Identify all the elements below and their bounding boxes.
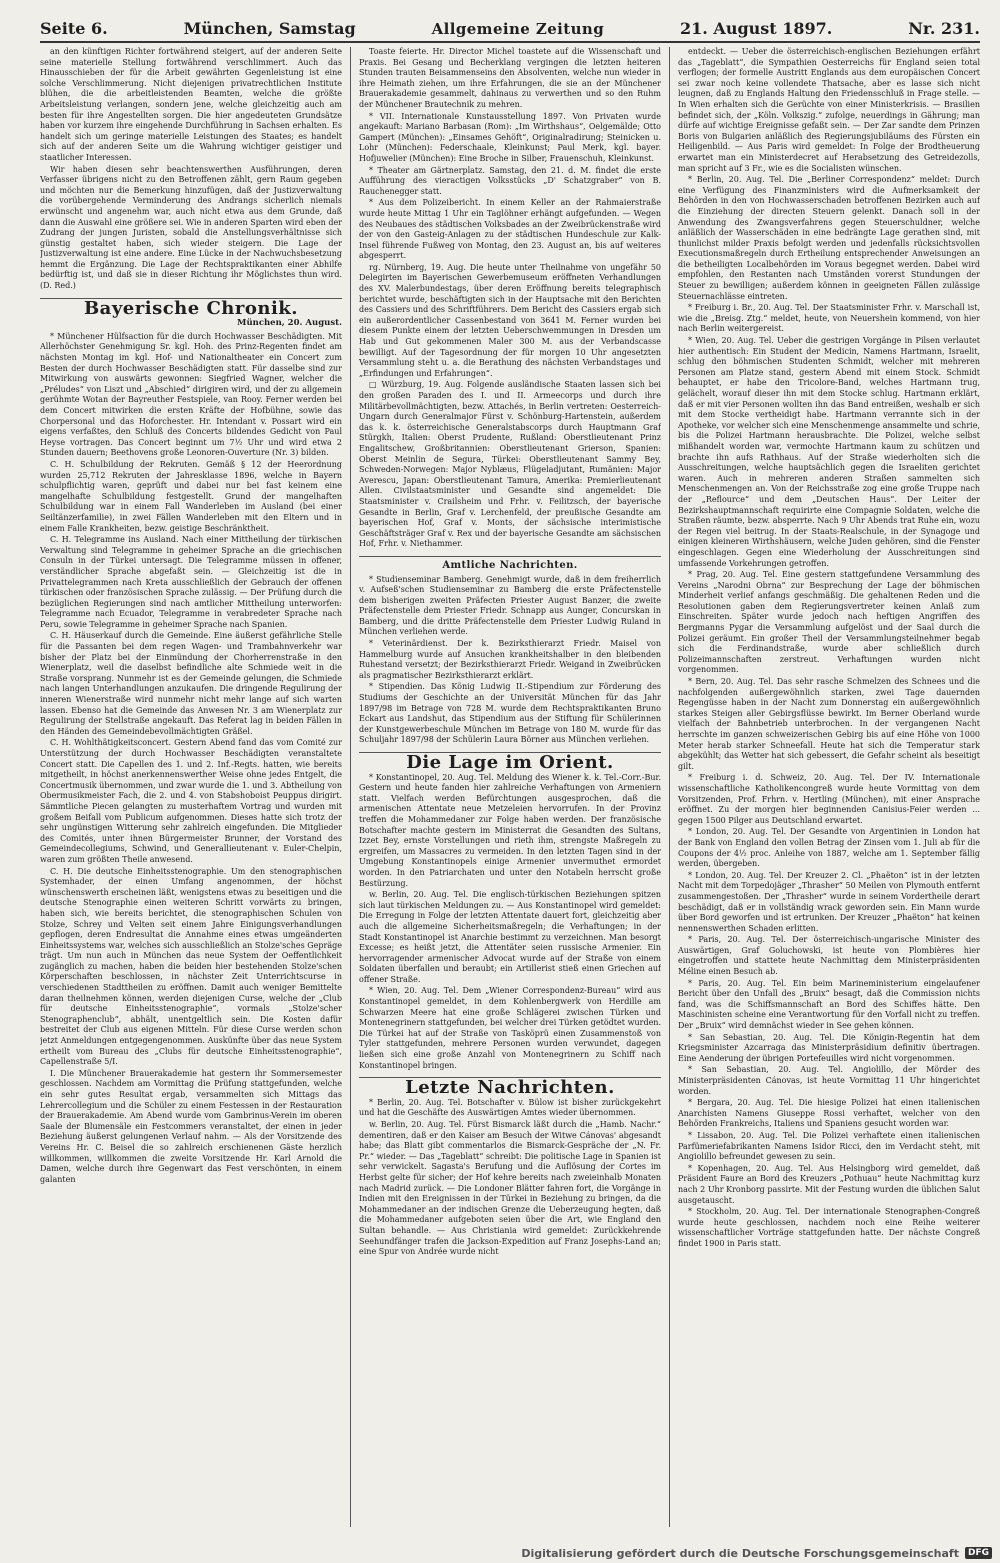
article-paragraph: * Wien, 20. Aug. Tel. Ueber die gestrigen Vorgänge in Pilsen verlautet hier authentisch: Ein Student der Medicin, Namens Hartmann, Israelit, schlug den böhmischen Studenten Schmidt, welcher mit mehreren Personen am Platze stand, gestern Abend mit einem Stock. Schmidt behauptet, er habe den Tricolore-Band, welches Hartmann trug, gelächelt, worauf dieser ihn mit dem Stocke schlug. Hartmann erklärt, daß er mit vier Personen wollten ihn das Band entreißen, weshalb er sich mit dem Stocke vertheidigt habe. Hartmann verrannte sich in der Apotheke, vor welcher sich eine Menschenmenge ansammelte und schrie, bis die Polizei Hartmann herausbrachte. Die Polizei, welche selbst mißhandelt worden war, vermochte Hartmann kaum zu schützen und brachte ihn aufs Rathhaus. Auf der Straße wiederholten sich die Ausschreitungen, welche hauptsächlich gegen die Israeliten gerichtet waren. Auch in mehreren anderen Straßen sammelten sich Menschenmengen an. Von der Reichsstraße zog eine große Truppe nach der „Reflource“ und dem „Deutschen Haus“. Der Leiter der Bezirkshauptmannschaft requirirte eine Compagnie Soldaten, welche die Straßen räumte, bezw. absperrte. Nach 9 Uhr Abends trat Ruhe ein, wozu der Regen viel beitrug. In der Staats-Realschule, in der Synagoge und einigen kleineren Wirthshäusern, welche Juden gehören, sind die Fenster eingeschlagen. Gegen eine Wiederholung der Ausschreitungen sind umfassende Vorkehrungen getroffen. (678, 336, 980, 568)
article-paragraph: C. H. Schulbildung der Rekruten. Gemäß § 12 der Heerordnung wurden 25,712 Rekruten der Jahresklasse 1896, welche in Bayern schulpflichtig waren, geprüft und dabei nur bei fast keinem eine mangelhafte Schulbildung festgestellt. Grund der mangelhaften Schulbildung war in einem Fall Wanderleben im Ausland (bei einer Seiltänzerfamilie), in zwei Fällen Wanderleben mit den Eltern und in einem Falle Krankheiten, bezw. geistige Beschränktheit. (40, 459, 342, 533)
page-footer (0, 1543, 1000, 1563)
article-paragraph: * Paris, 20. Aug. Tel. Der österreichisch-ungarische Minister des Auswärtigen, Graf Goluchowski, ist heute von Plombières hier eingetroffen und stattete heute Nachmittag dem Ministerpräsidenten Méline einen Besuch ab. (678, 935, 980, 977)
article-paragraph: * Freiburg i. Br., 20. Aug. Tel. Der Staatsminister Frhr. v. Marschall ist, wie die „Breisg. Ztg.“ meldet, heute, von Neuershein kommend, von hier nach Berlin weitergereist. (678, 303, 980, 334)
article-paragraph: * Prag, 20. Aug. Tel. Eine gestern stattgefundene Versammlung des Vereins „Narodni Obrna“ zur Besprechung der Lage der böhmischen Minderheit verlief anfangs geschmäßig. Die gehaltenen Reden und die Resolutionen gaben dem Regierungsvertreter keinen Anlaß zum Einschreiten. Später wurde jedoch nach heftigen Angriffen des Bergmanns Pygar die Versammlung aufgelöst und der Saal durch die Polizei geräumt. Ein großer Theil der Versammlungsteilnehmer begab sich die Ferdinandstraße, wurde aber schließlich durch Polizeimannschaften zerstreut. Verhaftungen wurden nicht vorgenommen. (678, 570, 980, 675)
article-paragraph: * London, 20. Aug. Tel. Der Kreuzer 2. Cl. „Phaëton“ ist in der letzten Nacht mit dem Torpedojäger „Thrasher“ 50 Meilen von Plymouth entfernt zusammengestoßen. Der „Thrasher“ wurde in seinem Vordertheile derart beschädigt, daß er in vollständig wrack geworden sein. Ein Mann wurde über Bord geworfen und ist ertrunken. Der Kreuzer „Phaëton“ hat keinen nennenswerthen Schaden erlitten. (678, 870, 980, 933)
article-paragraph: Wir haben diesen sehr beachtenswerthen Ausführungen, deren Verfasser übrigens nicht zu den Betroffenen zählt, gern Raum gegeben und möchten nur die Bemerkung hinzufügen, daß der Justizverwaltung die vorübergehende Verminderung des Andrangs sicherlich niemals erwünscht und angenehm war, auch nicht etwa aus dem Grunde, daß dann die Auswahl eine größere sei. Wie in anderen Sparten wird eben der Zudrang der jungen Juristen, sobald die Anstellungsverhältnisse sich günstig gestaltet haben, sich wieder steigern. Die Lage der Justizverwaltung ist eine andere. Eine Lücke in der Nachwuchsbesetzung hemmt die Ergänzung. Die Lage der Rechtspraktikanten einer Abhilfe bedürftig ist, und daß sie in dieser Richtung ihr Möglichstes thun wird. (D. Red.) (40, 164, 342, 291)
article-paragraph: * Aus dem Polizeibericht. In einem Keller an der Rahmaierstraße wurde heute Mittag 1 Uhr ein Taglöhner erhängt aufgefunden. — Wegen des Neubaues des städtischen Volksbades an der Zweibrückenstraße wird der von den Gasteig-Anlagen zu der städtischen Hundeschule zur Kalk-Insel führende Fußweg von Montag, den 23. August an, bis auf weiteres abgesperrt. (359, 198, 661, 261)
issue-date: 21. August 1897. (680, 19, 833, 38)
column-1 (40, 47, 342, 1527)
article-paragraph: rg. Nürnberg, 19. Aug. Die heute unter Theilnahme von ungefähr 50 Delegirten im Bayerischen Gewerbemuseum eröffneten Verhandlungen des XV. Malerbundestags, über deren Eröffnung bereits telegraphisch berichtet wurde, beschäftigten sich in der Hauptsache mit den Berichten des Cassiers und des Schriftführers. Dem Bericht des Cassiers ergab sich ein außerordentlicher Cassenbestand von 3641 M. Ferner wurden bei diesem Punkte einem der letzten Ueberschwemmungen in Dresden um Hab und Gut gekommenen Maler 300 M. aus der Verbandscasse bewilligt. Auf der Tagesordnung der für morgen 10 Uhr angesetzten Versammlung steht u. a. die Berathung des nächsten Verbandstages und „Erfindungen und Erfahrungen“. (359, 262, 661, 378)
section-heading: Letzte Nachrichten. (359, 1077, 661, 1094)
article-paragraph: * Theater am Gärtnerplatz. Samstag, den 21. d. M. findet die erste Aufführung des vieractigen Volksstücks „D' Schatzgraber“ von B. Rauchenegger statt. (359, 165, 661, 196)
article-paragraph: * Berlin, 20. Aug. Tel. Die „Berliner Correspondenz“ meldet: Durch eine Verfügung des Finanzministers wird die Aufmerksamkeit der Behörden in den von Hochwasserschaden betroffenen Bezirken auch auf die Einziehung der directen Steuern gelenkt. Danach soll in der Anwendung des Zwangsverfahrens gegen Steuerschuldner, welche anläßlich der Wasserschäden in eine bedrängte Lage gerathen sind, mit thunlichst milder Praxis befolgt werden und jedenfalls rücksichtsvollen Executionsmaßregeln durch Ertheilung entsprechender Anweisungen an die betheiligten Localbehörden im Voraus begegnet werden. Dabei wird empfohlen, den Restanten nach Umständen vorerst Stundungen der Steuer zu bewilligen; außerdem können in geeigneten Fällen zulässige Steuernachlässe eintreten. (678, 175, 980, 301)
article-paragraph: an den künftigen Richter fortwährend steigert, auf der anderen Seite seine materielle Stellung fortwährend verschlimmert. Auch das Hinausschieben der für die Arbeit gewährten Gegenleistung ist eine solche Verschlimmerung. Nicht diejenigen privatrechtlichen Institute blühen, die die arbeitleistenden Beamten, welche die größte Arbeitsleistung verlangen, sondern jene, welche gleichzeitig auch am besten für ihre Angestellten sorgen. Die hier angedeuteten Grundsätze haben vor kurzem ihre eingehende Durchführung in Sachsen erhalten. Es handelt sich um geringe materielle Leistungen des Staates; es handelt sich auf der anderen Seite um die Wahrung wichtiger geistiger und staatlicher Interessen. (40, 47, 342, 162)
article-paragraph: * London, 20. Aug. Tel. Der Gesandte von Argentinien in London hat der Bank von England den vollen Betrag der Zinsen vom 1. Juli ab für die Coupons der 4½ proc. Anleihe von 1887, welche am 1. September fällig werden, übergeben. (678, 827, 980, 869)
article-paragraph: C. H. Telegramme ins Ausland. Nach einer Mittheilung der türkischen Verwaltung sind Telegramme in geheimer Sprache an die griechischen Consuln in der Türkei untersagt. Die Telegramme müssen in offener, verständlicher Sprache abgefaßt sein. — Gleichzeitig ist die in Privattelegrammen nach Kreta ausschließlich der Gebrauch der offenen türkischen oder französischen Sprache zulässig. — Der Prüfung durch die bezüglichen Regierungen sind nach amtlicher Mittheilung unterworfen: Telegramme nach Ecuador, Telegramme in verabredeter Sprache nach Peru, sowie Telegramme in geheimer Sprache nach Spanien. (40, 535, 342, 629)
page-header (40, 10, 980, 43)
article-paragraph: * Paris, 20. Aug. Tel. Ein beim Marineministerium eingelaufener Bericht über den Unfall des „Bruix“ besagt, daß die Commission nichts fand, was die Schiffsmannschaft an Bord des Schiffes hätte. Den Maschinisten scheine eine Verantwortung für den Vorfall nicht zu treffen. Der „Bruix“ wird demnächst wieder in See gehen können. (678, 978, 980, 1031)
article-paragraph: □ Würzburg, 19. Aug. Folgende ausländische Staaten lassen sich bei den großen Paraden des I. und II. Armeecorps und durch ihre Militärbevollmächtigten, bezw. Attachés, in Berlin vertreten: Oesterreich-Ungarn durch Generalmajor Fürst v. Schönburg-Hartenstein, außerdem das k. k. österreichische Generalstabscorps durch Hauptmann Graf Stürgkh, Italien: Oberst Prudente, Rußland: Oberstlieutenant Prinz Engalitschew, Großbritannien: Oberstlieutenant Grierson, Spanien: Oberst Meinlin de Segura, Türkei: Oberstlieutenant Sammy Bey, Schweden-Norwegen: Major Nyblæus, Flügeladjutant, Rumänien: Major Averescu, Japan: Oberstlieutenant Tamura, Amerika: Premierlieutenant Allen. Civilstaatsminister und Gesandte sind angemeldet: Die Staatsminister v. Crailsheim und Frhr. v. Feilitzsch, der bayerische Gesandte in Berlin, Graf v. Lerchenfeld, der preußische Gesandte am bayerischen Hof, Graf v. Monts, der sächsische interimistische Geschäftsträger Graf v. Rex und der bayerische Gesandte am sächsischen Hof, Frhr. v. Niethammer. (359, 380, 661, 549)
article-paragraph: * Studienseminar Bamberg. Genehmigt wurde, daß in dem freiherrlich v. Aufseß'schen Studienseminar zu Bamberg die erste Präfectenstelle dem bisherigen zweiten Präfecten Priester August Banzer, die zweite Präfectenstelle dem Priester Friedr. Schnapp aus Aunger, Concurskan in Bamberg, und die dritte Präfectenstelle dem Priester Ludwig Ruland in München verliehen werde. (359, 574, 661, 637)
article-paragraph: C. H. Wohlthätigkeitsconcert. Gestern Abend fand das vom Comité zur Unterstützung der durch Hochwasser Beschädigten veranstaltete Concert statt. Die Capellen des 1. und 2. Inf.-Regts. hatten, wie bereits mitgetheilt, in höchst anerkennenswerther Weise ohne jedes Entgelt, die Concertmusik übernommen, und zwar wurde die 1. und 3. Abtheilung von Obermusikmeister Fach, die 2. und 4. von Stabshoboist Peuppus dirigirt. Sämmtliche Piecen gelangten zu musterhaftem Vortrag und wurden mit großem Beifall vom Publicum aufgenommen. Dieses hatte sich trotz der sehr ungünstigen Witterung sehr zahlreich eingefunden. Die Mitglieder des Comités, unter ihnen Bürgermeister Brunner, der Vorstand des Gemeindecollegiums, Schwind, und Generallieutenant v. Euler-Chelpin, waren zum größten Theile anwesend. (40, 738, 342, 864)
article-paragraph: entdeckt. — Ueber die österreichisch-englischen Beziehungen erfährt das „Tageblatt“, die Sympathien Oesterreichs für England seien total verflogen; der formelle Austritt Englands aus dem europäischen Concert sei zwar noch keine vollendete Thatsache, aber es lasse sich nicht leugnen, daß zu Englands Haltung den Friedensschluß in Frage stelle. — In Wien erhalten sich die Gerüchte von einer Ministerkrisis. — Brasilien befindet sich, der „Köln. Volkszig.“ zufolge, neuerdings in Gährung; man dürfe auf wichtige Ereignisse gefaßt sein. — Der Zar sandte dem Prinzen Boris von Bulgarien anläßlich des Regierungsjubiläums des Fürsten ein Heiligenbild. — Aus Paris wird gemeldet: In Folge der Brodtheuerung erwartet man ein Ministerdecret auf Herabsetzung des Getreidezolls, man spricht auf 3 Fr., wie es die Socialisten wünschen. (678, 47, 980, 173)
article-paragraph: * Stipendien. Das König Ludwig II.-Stipendium zur Förderung des Studiums der Geschichte an der Universität München für das Jahr 1897/98 im Betrage von 728 M. wurde dem Rechtspraktikanten Bruno Eckart aus Landshut, das Stipendium aus der Stiftung für Schülerinnen der Kunstgewerbeschule München im Betrage von 180 M. wurde für das Schuljahr 1897/98 der Schülerin Laura Börner aus München verliehen. (359, 682, 661, 745)
article-paragraph: * Bern, 20. Aug. Tel. Das sehr rasche Schmelzen des Schnees und die nachfolgenden außergewöhnlich starken, zwei Tage dauernden Regengüsse haben in der Nacht zum Donnerstag ein außergewöhnlich starkes Steigen aller Gebirgsflüsse bewirkt. Im Berner Oberland wurde vielfach der Bahnbetrieb unterbrochen. In der vergangenen Nacht herrschte im ganzen schweizerischen Gebirg bis auf eine Höhe von 1000 Meter herab starker Schneefall. Heute hat sich die Temperatur stark abgekühlt; das Wetter hat sich gebessert, die Gefahr scheint als beseitigt gilt. (678, 677, 980, 771)
article-paragraph: * Münchener Hülfsaction für die durch Hochwasser Beschädigten. Mit Allerhöchster Genehmigung Sr. kgl. Hoh. des Prinz-Regenten findet am nächsten Montag im kgl. Hof- und Nationaltheater ein Concert zum Besten der durch Hochwasser Beschädigten statt. Für dasselbe sind zur Mitwirkung von auswärts gewonnen: Siegfried Wagner, welcher die „Préludes“ von Liszt und „Abschied“ dirigiren wird, und der zu allgemein gerühmte Wotan der Bayreuther Festspiele, van Rooy. Ferner werden bei dem Concert mitwirken die ersten Kräfte der Hofbühne, sowie das Chorpersonal und das Hoforchester. Hr. Intendant v. Possart wird ein eigens verfaßtes, den Schluß des Concerts bildendes Gedicht von Paul Heyse vortragen. Das Concert beginnt um 7½ Uhr und wird etwa 2 Stunden dauern; Beethovens große Leonoren-Ouverture (Nr. 3) bilden. (40, 331, 342, 458)
article-paragraph: * Konstantinopel, 20. Aug. Tel. Meldung des Wiener k. k. Tel.-Corr.-Bur. Gestern und heute fanden hier zahlreiche Verhaftungen von Armeniern statt. Vielfach werden Befürchtungen ausgesprochen, daß die armenischen Attentate neue Metzeleien hervorrufen. In der Provinz treffen die Mohammedaner zur Folge haben werden. Der französische Botschafter machte gestern im Ministerrat die Gesandten des Sultans, Izzet Bey, ernste Vorstellungen und rieth ihm, strengste Maßregeln zu ergreifen, um Massacres zu vermeiden. In den letzten Tagen sind in der Umgebung Konstantinopels einige Armenier unvermuthet ermordet worden. In den Patriarchaten und unter den Notabeln herrscht große Bestürzung. (359, 772, 661, 888)
article-paragraph: C. H. Häuserkauf durch die Gemeinde. Eine äußerst gefährliche Stelle für die Passanten bei dem regen Wagen- und Trambahnverkehr war bisher der Platz bei der Einmündung der Chorherrenstraße in den Wienerplatz, weil die daselbst befindliche alte Schmiede weit in die Straße vorsprang. Nunmehr ist es der Gemeinde gelungen, die Schmiede nach langen Unterhandlungen anzukaufen. Die dringende Regulirung der inneren Wienerstraße wird nunmehr nicht mehr lange auf sich warten lassen. Ebenso hat die Gemeinde das Anwesen Nr. 3 am Wienerplatz zur Regulirung der Stellstraße angekauft. Das Referat lag in beiden Fällen in den Händen des Gemeindebevollmächtigten Gräßel. (40, 631, 342, 736)
place-date: München, Samstag (183, 19, 356, 38)
article-paragraph: Toaste feierte. Hr. Director Michel toastete auf die Wissenschaft und Praxis. Bei Gesang und Becherklang vergingen die letzten heiteren Stunden trauten Beisammenseins den Absolventen, welche nun wieder in ihre Heimath ziehen, um ihre Erfahrungen, die sie an der Münchener Brauerakademie gesammelt, dahinaus zu verwerthen und so den Ruhm der Münchener Brautechnik zu mehren. (359, 47, 661, 109)
article-paragraph: * Kopenhagen, 20. Aug. Tel. Aus Helsingborg wird gemeldet, daß Präsident Faure an Bord des Kreuzers „Pothuau“ heute Nachmittag kurz nach 2 Uhr Kronborg passirte. Mit der Festung wurden die üblichen Salut ausgetauscht. (678, 1163, 980, 1205)
article-paragraph: * Berlin, 20. Aug. Tel. Botschafter v. Bülow ist bisher zurückgekehrt und hat die Geschäfte des Auswärtigen Amtes wieder übernommen. (359, 1097, 661, 1118)
article-paragraph: * Lissabon, 20. Aug. Tel. Die Polizei verhaftete einen italienischen Parfümeriefabrikanten Namens Isidor Ricci, den im Verdacht steht, mit Angiolillo befreundet gewesen zu sein. (678, 1130, 980, 1162)
article-paragraph: * San Sebastian, 20. Aug. Tel. Die Königin-Regentin hat dem Kriegsminister Azcarraga das Ministerpräsidium definitiv übertragen. Eine Aenderung der übrigen Portefeuilles wird nicht vorgenommen. (678, 1032, 980, 1063)
article-paragraph: w. Berlin, 20. Aug. Tel. Fürst Bismarck läßt durch die „Hamb. Nachr.“ dementiren, daß er den Kaiser am Besuch der Witwe Cánovas' abgesandt habe; das Blatt gibt commentarlos die Bismarck-Gespräche der „N. Fr. Pr.“ wieder. — Das „Tageblatt“ schreibt: Die politische Lage in Spanien ist sehr verwickelt. Sagasta's Berufung und die Auflösung der Cortes im Herbst gelte für sicher; der Hof kehre bereits nach zweieinhalb Monaten nach Madrid zurück. — Die Londoner Blätter fahren fort, die Vorgänge in Indien mit den Ereignissen in der Türkei in Beziehung zu bringen, da die Mohammedaner an der indischen Grenze die Ueberzeugung hegten, daß die Mohammedaner aufgeboten seien über die Art, wie England den Sultan behandle. — Aus Christiania wird gemeldet: Zurückkehrende Seehundfänger trafen die Jackson-Expedition auf Franz Josephs-Land an; eine Spur von Andrée wurde nicht (359, 1120, 661, 1257)
article-paragraph: * Wien, 20. Aug. Tel. Dem „Wiener Correspondenz-Bureau“ wird aus Konstantinopel gemeldet, in dem Kohlenbergwerk von Herdille am Schwarzen Meere hat eine große Schlägerei zwischen Türken und Montenegrinern stattgefunden, bei welcher drei Türken getödtet wurden. Die Türkei hat auf der Straße von Tasköprü einen Zusammenstoß von Tyler stattgefunden, mehrere Personen wurden verwundet, dagegen ließen sich eine große Anzahl von Montenegrinern zu Schiff nach Konstantinopel bringen. (359, 986, 661, 1070)
newspaper-title: Allgemeine Zeitung (431, 20, 605, 38)
article-paragraph: * VII. Internationale Kunstausstellung 1897. Von Privaten wurde angekauft: Mariano Barbasan (Rom): „Im Wirthshaus“, Oelgemälde; Otto Gampert (München): „Einsames Gehöft“, Originalradirung; Steinicken u. Lohr (München): Federschaale, Kleinkunst; Paul Merk, kgl. bayer. Hofjuwelier (München): Eine Broche in Silber, Frauenschuh, Kleinkunst. (359, 111, 661, 163)
page-number: Seite 6. (40, 19, 108, 38)
article-paragraph: w. Berlin, 20. Aug. Tel. Die englisch-türkischen Beziehungen spitzen sich laut türkischen Meldungen zu. — Aus Konstantinopel wird gemeldet: Die Erregung in Folge der letzten Attentate dauert fort, gleichzeitig aber auch die allgemeine Sicherheitsmaßregeln; die Verhaftungen; in der Stadt Konstantinopel ist Anarchie bestimmt zu verzeichnen. Man besorgt Excesse; es heißt jetzt, die Attentäter seien russische Armenier. Ein hervorragender armenischer Advocat wurde auf der Straße von einem Soldaten überfallen und beraubt; ein Artillerist stieß einen Griechen auf offener Straße. (359, 890, 661, 984)
article-paragraph: C. H. Die deutsche Einheitsstenographie. Um den stenographischen Systemhader, der einen Umfang angenommen, der höchst wünschenswerth erscheinen läßt, wenigstens etwas zu beseitigen und die deutsche Stenographie einen weiteren Schritt vorwärts zu bringen, haben sich, wie bereits berichtet, die stenographischen Schulen von Stolze, Schrey und Velten seit einem Jahre Einigungsverhandlungen gepflogen, deren Endresultat die Annahme eines etwas umgeänderten Einheitssystems war, welches sich ausschließlich an Stolze'sches Gepräge trägt. Um nun auch in München das neue System der Oeffentlichkeit zugänglich zu machen, haben die beiden hier bestehenden Stolze'schen Körperschaften beschlossen, in nächster Zeit Unterrichtscurse in verschiedenen Stadttheilen zu eröffnen. Damit auch weniger Bemittelte daran theilnehmen können, werden diejenigen Curse, welche der „Club für deutsche Einheitsstenographie“, vormals „Stolze'scher Stenographenclub“, abhält, unentgeltlich sein. Die Kosten dafür bestreitet der Club aus eigenen Mitteln. Für diese Curse werden schon jetzt Anmeldungen entgegengenommen. Auskünfte über das neue System ertheilt vom Bureau des „Clubs für deutsche Einheitsstenographie“, Capellenstraße 5/I. (40, 866, 342, 1067)
digitization-credit: Digitalisierung gefördert durch die Deutsche Forschungsgemeinschaft (521, 1546, 959, 1560)
article-paragraph: * Stockholm, 20. Aug. Tel. Der internationale Stenographen-Congreß wurde heute geschlossen, nachdem noch eine Reihe weiterer wissenschaftlicher Vorträge stattgefunden hatte. Der nächste Congreß findet 1900 in Paris statt. (678, 1207, 980, 1248)
column-2 (350, 47, 661, 1527)
article-paragraph: I. Die Münchener Brauerakademie hat gestern ihr Sommersemester geschlossen. Nachdem am Vormittag die Prüfung stattgefunden, welche ein sehr gutes Resultat ergab, versammelten sich Mittags das Lehrercollegium und die Schüler zu einem Festessen in der Restauration der Brauerakademie. Am Abend wurde vom Gambrinus-Verein im oberen Saale der Blumensäle ein Festcommers veranstaltet, der einen in jeder Beziehung äußerst gelungenen Verlauf nahm. — Als der Vorsitzende des Vereins Hr. C. Beisel die so zahlreich erschienenen Gäste herzlich willkommen, willkommen die zweite Vorsitzende Hr. Karl Arnold die Damen, welche durch ihre Gegenwart das Fest verschönten, in einem galanten (40, 1068, 342, 1184)
column-3 (669, 47, 980, 1527)
article-paragraph: * San Sebastian, 20. Aug. Tel. Angiolillo, der Mörder des Ministerpräsidenten Cánovas, ist heute Vormittag 11 Uhr hingerichtet worden. (678, 1065, 980, 1096)
issue-number: Nr. 231. (908, 19, 980, 38)
article-paragraph: * Bergara, 20. Aug. Tel. Die hiesige Polizei hat einen italienischen Anarchisten Namens Giuseppe Rossi verhaftet, welcher von den Behörden Frankreichs, Italiens und Spaniens gesucht worden war. (678, 1098, 980, 1129)
section-heading: Die Lage im Orient. (359, 752, 661, 769)
subsection-heading: Amtliche Nachrichten. (359, 556, 661, 572)
dateline: München, 20. August. (237, 318, 342, 329)
columns (40, 47, 980, 1527)
section-heading: Bayerische Chronik. (40, 298, 342, 315)
article-paragraph: * Freiburg i. d. Schweiz, 20. Aug. Tel. Der IV. Internationale wissenschaftliche Katholikencongreß wurde heute Vormittag von dem Vorsitzenden, Prof. Frhrn. v. Hertling (München), mit einer Ansprache eröffnet. Zu der morgen hier beginnenden Canisius-Feier werden ... gegen 1500 Pilger aus Deutschland erwartet. (678, 773, 980, 825)
dfg-logo: DFG (965, 1547, 992, 1559)
article-paragraph: * Veterinärdienst. Der k. Bezirksthierarzt Friedr. Maisel von Hammelburg wurde auf Ansuchen krankheitshalber in den bleibenden Ruhestand versetzt; der Bezirksthierarzt Friedr. Weigand in Zweibrücken als pragmatischer Bezirksthierarzt erklärt. (359, 639, 661, 680)
